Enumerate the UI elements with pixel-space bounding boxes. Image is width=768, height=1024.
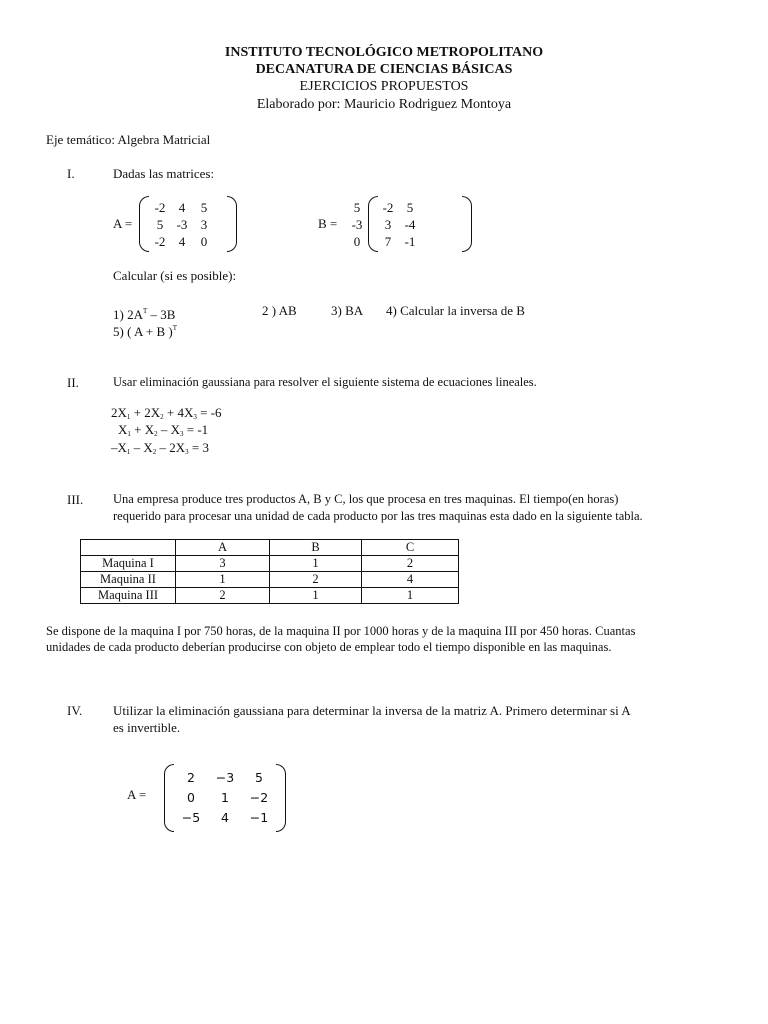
section-4-line-2: es invertible. <box>113 720 181 735</box>
eq-subscript: 2 <box>152 448 157 456</box>
table-cell: 2 <box>362 556 459 572</box>
matrix-cell: 3 <box>200 216 208 232</box>
eq-term: – 2X <box>156 440 186 455</box>
table-cell: Maquina III <box>81 588 176 604</box>
eq-term: – X <box>130 440 153 455</box>
matrix-cell: −5 <box>181 810 201 825</box>
eq-subscript: 3 <box>180 430 184 438</box>
matrix-cell: -1 <box>404 233 416 249</box>
matrix-cell: 5 <box>406 199 414 215</box>
matrix-cell: 5 <box>255 770 263 785</box>
matrix-cell: −2 <box>249 790 269 805</box>
eq-term: = -6 <box>196 405 222 420</box>
section-2-intro: Usar eliminación gaussiana para resolver el siguiente sistema de ecuaciones lineales. <box>113 375 537 389</box>
exercise-item-4: 4) Calcular la inversa de B <box>386 303 525 318</box>
matrix-cell: -2 <box>154 233 166 249</box>
institution-title: INSTITUTO TECNOLÓGICO METROPOLITANO <box>224 45 544 60</box>
item-text: 1) 2A <box>113 307 143 322</box>
table-header-row <box>81 540 459 556</box>
eq-term: = 3 <box>188 440 210 455</box>
matrix-cell: 1 <box>221 790 229 805</box>
matrix-a-inverse-grid <box>174 768 276 828</box>
matrix-b-grid <box>378 199 422 250</box>
table-cell: Maquina I <box>81 556 176 572</box>
eq-term: –X <box>111 440 127 455</box>
matrix-cell: -3 <box>351 216 363 232</box>
faculty-title: DECANATURA DE CIENCIAS BÁSICAS <box>255 62 513 77</box>
eq-subscript: 1 <box>126 448 131 456</box>
matrix-cell: 4 <box>178 233 186 249</box>
matrix-cell: 3 <box>384 216 392 232</box>
matrix-cell: 5 <box>353 199 361 215</box>
section-1-intro: Dadas las matrices: <box>113 166 215 181</box>
left-paren <box>139 196 149 252</box>
matrix-cell: −3 <box>215 770 235 785</box>
right-paren <box>227 196 237 252</box>
section-2-number: II. <box>67 375 79 390</box>
matrix-a-grid <box>149 199 215 250</box>
matrix-cell: 0 <box>353 233 361 249</box>
section-3-line-1: Una empresa produce tres productos A, B y C, los que procesa en tres maquinas. El tiempo(en horas) <box>113 492 619 506</box>
eq-term: 2X <box>111 405 127 420</box>
topic-line: Eje temático: Algebra Matricial <box>46 132 211 147</box>
table-cell: Maquina II <box>81 572 176 588</box>
matrix-cell: -2 <box>154 199 166 215</box>
item-text: 5) ( A + B ) <box>113 324 173 339</box>
matrix-cell: 4 <box>221 810 229 825</box>
matrix-cell: -3 <box>176 216 188 232</box>
eq-subscript: 1 <box>126 413 131 421</box>
table-cell: 2 <box>270 572 362 588</box>
matrix-cell: -2 <box>382 199 394 215</box>
eq-term: + 4X <box>163 405 194 420</box>
item-text: – 3B <box>147 307 176 322</box>
eq-term: – X <box>157 422 181 437</box>
table-row <box>81 556 459 572</box>
right-paren <box>276 764 286 832</box>
matrix-cell: 4 <box>178 199 186 215</box>
eq-term: + 2X <box>130 405 161 420</box>
table-header-cell: C <box>362 540 459 556</box>
matrix-b-label: B = <box>318 216 338 231</box>
table-row <box>81 572 459 588</box>
table-header-cell: A <box>176 540 270 556</box>
exercise-item-3: 3) BA <box>331 303 364 318</box>
exercise-item-5 <box>113 320 177 340</box>
matrix-cell: 5 <box>156 216 164 232</box>
section-4-line-1: Utilizar la eliminación gaussiana para determinar la inversa de la matriz A. Primero determinar si A <box>113 703 631 718</box>
table-cell: 1 <box>270 556 362 572</box>
matrix-b <box>346 196 472 252</box>
transpose-superscript: T <box>142 307 148 315</box>
matrix-a-inverse <box>164 764 286 832</box>
matrix-cell: 5 <box>200 199 208 215</box>
matrix-cell: 0 <box>187 790 195 805</box>
exercise-item-2: 2 ) AB <box>262 303 297 318</box>
section-1-number: I. <box>67 166 75 181</box>
left-paren <box>164 764 174 832</box>
eq-subscript: 3 <box>193 413 197 421</box>
section-3-paragraph-1: Se dispone de la maquina I por 750 horas, de la maquina II por 1000 horas y de la maquina III por 450 horas. Cuantas <box>46 624 636 638</box>
matrix-b-first-column <box>346 199 368 250</box>
matrix-cell: 2 <box>187 770 195 785</box>
eq-subscript: 2 <box>154 430 158 438</box>
transpose-superscript: T <box>172 324 177 332</box>
machine-time-table <box>80 539 459 604</box>
author-line: Elaborado por: Mauricio Rodriguez Montoya <box>256 97 512 112</box>
equation-3 <box>111 440 209 460</box>
eq-subscript: 3 <box>185 448 189 456</box>
eq-subscript: 1 <box>127 430 131 438</box>
section-3-line-2: requerido para procesar una unidad de cada producto por las tres maquinas esta dado en la siguiente tabla. <box>113 509 643 523</box>
matrix-a <box>139 196 237 252</box>
document-subtitle: EJERCICIOS PROPUESTOS <box>299 79 469 94</box>
table-header-cell: B <box>270 540 362 556</box>
eq-term: = -1 <box>183 422 209 437</box>
eq-term: + X <box>130 422 155 437</box>
table-row <box>81 588 459 604</box>
table-cell: 3 <box>176 556 270 572</box>
calculate-label: Calcular (si es posible): <box>113 268 237 283</box>
matrix-cell: -4 <box>404 216 416 232</box>
table-cell: 1 <box>176 572 270 588</box>
left-paren <box>368 196 378 252</box>
section-3-number: III. <box>67 492 84 507</box>
matrix-cell: −1 <box>249 810 269 825</box>
matrix-cell: 0 <box>200 233 208 249</box>
matrix-cell: 7 <box>384 233 392 249</box>
eq-subscript: 2 <box>160 413 164 421</box>
table-cell: 2 <box>176 588 270 604</box>
matrix-a-inverse-label: A = <box>127 787 147 802</box>
matrix-a-label: A = <box>113 216 133 231</box>
section-3-paragraph-2: unidades de cada producto deberían producirse con objeto de emplear todo el tiempo disponible en las maquinas. <box>46 640 612 654</box>
table-header-cell <box>81 540 176 556</box>
equation-2 <box>118 422 208 442</box>
table-cell: 1 <box>362 588 459 604</box>
section-4-number: IV. <box>67 703 83 718</box>
eq-term: X <box>118 422 128 437</box>
table-cell: 1 <box>270 588 362 604</box>
table-cell: 4 <box>362 572 459 588</box>
right-paren <box>462 196 472 252</box>
